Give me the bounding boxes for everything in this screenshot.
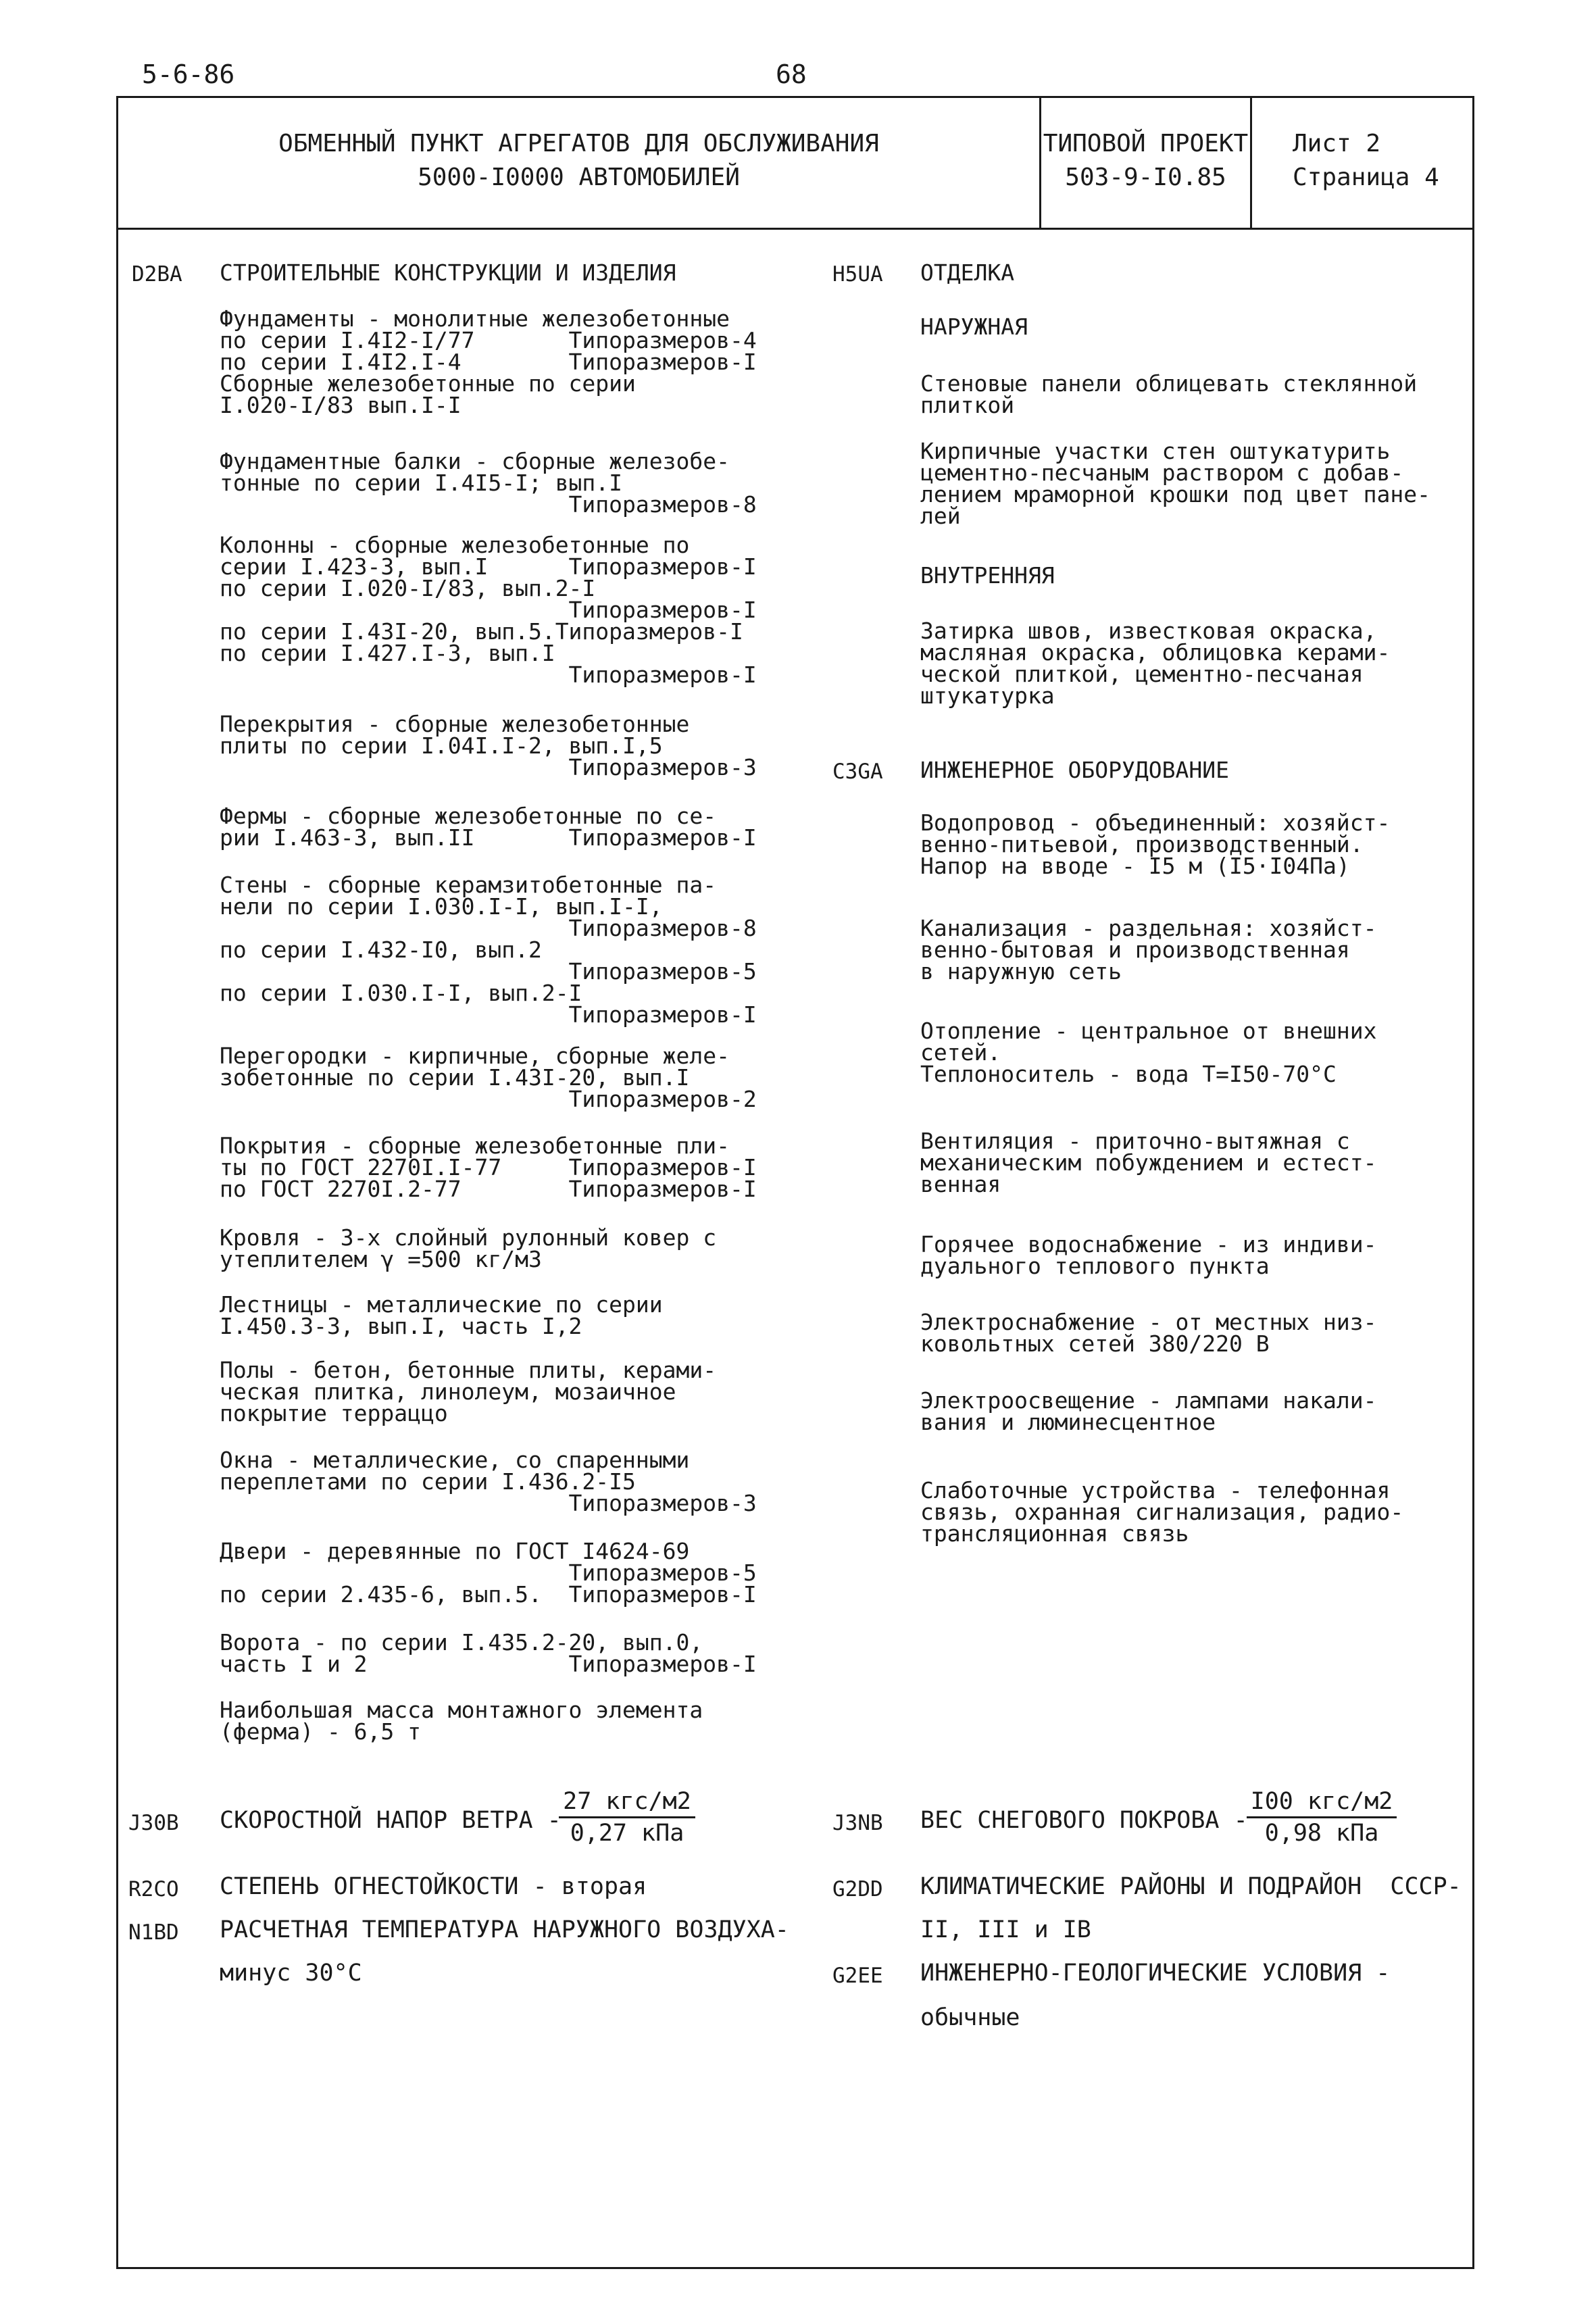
section-heading: ОТДЕЛКА — [920, 259, 1015, 286]
climate-regions: КЛИМАТИЧЕСКИЕ РАЙОНЫ И ПОДРАЙОН СССР- — [920, 1873, 1462, 1900]
section-code: H5UA — [832, 262, 883, 287]
fire-resistance: СТЕПЕНЬ ОГНЕСТОЙКОСТИ - вторая — [220, 1873, 647, 1900]
list-item: Перегородки - кирпичные, сборные желе- зобетонные по серии I.43I-20, вып.I Типоразмеров-2 — [220, 1043, 757, 1112]
subsection-heading: ВНУТРЕННЯЯ — [920, 562, 1055, 589]
title-line-1: ОБМЕННЫЙ ПУНКТ АГРЕГАТОВ ДЛЯ ОБСЛУЖИВАНИЯ — [278, 130, 879, 157]
section-code: C3GA — [832, 760, 883, 784]
sheet-cell — [1252, 127, 1472, 195]
list-item: Лестницы - металлические по серии I.450.3-3, вып.I, часть I,2 — [220, 1291, 663, 1339]
project-number: 503-9-I0.85 — [1065, 164, 1226, 191]
climate-regions-value: II, III и IВ — [920, 1916, 1091, 1943]
param-code: J3NB — [832, 1811, 883, 1835]
page-number: 68 — [776, 59, 807, 89]
document-code: 5-6-86 — [142, 59, 235, 89]
list-item: Слаботочные устройства - телефонная связь, охранная сигнализация, радио- трансляционная связь — [920, 1477, 1404, 1547]
list-item: Колонны - сборные железобетонные по серии I.423-3, вып.I Типоразмеров-I по серии I.020-I/83, вып.2-I Типоразмеров-I по серии I.43I-20, вып.5.Типоразмеров-I по серии I.427.I-3, вып.I Типоразмеров-I — [220, 532, 757, 688]
design-temperature: РАСЧЕТНАЯ ТЕМПЕРАТУРА НАРУЖНОГО ВОЗДУХА- — [220, 1916, 789, 1943]
list-item: Отопление - центральное от внешних сетей. Теплоноситель - вода Т=I50-70°С — [920, 1018, 1377, 1087]
list-item: Вентиляция - приточно-вытяжная с механическим побуждением и естест- венная — [920, 1128, 1377, 1197]
list-item: Наибольшая масса монтажного элемента (ферма) - 6,5 т — [220, 1697, 703, 1745]
list-item: Фундаментные балки - сборные железобе- тонные по серии I.4I5-I; вып.I Типоразмеров-8 — [220, 448, 757, 518]
wind-pressure-numerator: 27 кгс/м2 — [559, 1787, 695, 1818]
project-cell — [1041, 127, 1250, 195]
list-item: Электроосвещение - лампами накали- вания и люминесцентное — [920, 1387, 1377, 1435]
title-block-name — [118, 127, 1039, 195]
list-item: Затирка швов, известковая окраска, масляная окраска, облицовка керами- ческой плиткой, цементно-песчаная штукатурка — [920, 618, 1391, 709]
geological-conditions-value: обычные — [920, 2004, 1020, 2031]
list-item: Окна - металлические, со спаренными переплетами по серии I.436.2-I5 Типоразмеров-3 — [220, 1447, 757, 1516]
param-code: G2EE — [832, 1964, 883, 1988]
page-reference: Страница 4 — [1293, 164, 1439, 191]
design-temperature-value: минус 30°С — [220, 1960, 362, 1987]
list-item: Стеновые панели облицевать стеклянной плиткой — [920, 370, 1418, 418]
section-heading: ИНЖЕНЕРНОЕ ОБОРУДОВАНИЕ — [920, 757, 1229, 783]
section-code: D2BA — [132, 262, 182, 287]
snow-load-numerator: I00 кгс/м2 — [1247, 1787, 1397, 1818]
list-item: Фермы - сборные железобетонные по се- рии I.463-3, вып.II Типоразмеров-I — [220, 803, 757, 851]
wind-pressure-label: СКОРОСТНОЙ НАПОР ВЕТРА - — [220, 1807, 562, 1834]
geological-conditions: ИНЖЕНЕРНО-ГЕОЛОГИЧЕСКИЕ УСЛОВИЯ - — [920, 1960, 1391, 1987]
list-item: Покрытия - сборные железобетонные пли- ты по ГОСТ 2270I.I-77 Типоразмеров-I по ГОСТ 2270I.2-77 Типоразмеров-I — [220, 1132, 757, 1202]
sheet-number: Лист 2 — [1293, 130, 1381, 157]
wind-pressure-value — [553, 1787, 701, 1848]
param-code: R2CO — [128, 1877, 179, 1901]
wind-pressure-denominator: 0,27 кПа — [570, 1820, 684, 1847]
param-code: J30B — [128, 1811, 179, 1835]
subsection-heading: НАРУЖНАЯ — [920, 314, 1028, 340]
list-item: Водопровод - объединенный: хозяйст- венно-питьевой, производственный. Напор на вводе - I5 м (I5·I04Па) — [920, 810, 1391, 879]
list-item: Перекрытия - сборные железобетонные плиты по серии I.04I.I-2, вып.I,5 Типоразмеров-3 — [220, 711, 757, 780]
list-item: Двери - деревянные по ГОСТ I4624-69 Типоразмеров-5 по серии 2.435-6, вып.5. Типоразмеров-I — [220, 1538, 757, 1608]
section-heading: СТРОИТЕЛЬНЫЕ КОНСТРУКЦИИ И ИЗДЕЛИЯ — [220, 259, 676, 286]
list-item: Горячее водоснабжение - из индиви- дуального теплового пункта — [920, 1231, 1377, 1279]
list-item: Кровля - 3-х слойный рулонный ковер с утеплителем γ =500 кг/м3 — [220, 1224, 717, 1272]
param-code: N1BD — [128, 1920, 179, 1945]
list-item: Полы - бетон, бетонные плиты, керами- ческая плитка, линолеум, мозаичное покрытие терраццо — [220, 1357, 717, 1426]
list-item: Фундаменты - монолитные железобетонные по серии I.4I2-I/77 Типоразмеров-4 по серии I.4I2.I-4 Типоразмеров-I Сборные железобетонные по серии I.020-I/83 вып.I-I — [220, 305, 757, 418]
snow-load-value — [1241, 1787, 1403, 1848]
list-item: Электроснабжение - от местных низ- ковольтных сетей 380/220 В — [920, 1309, 1377, 1357]
project-label: ТИПОВОЙ ПРОЕКТ — [1043, 130, 1249, 157]
list-item: Стены - сборные керамзитобетонные па- нели по серии I.030.I-I, вып.I-I, Типоразмеров-8 по серии I.432-I0, вып.2 Типоразмеров-5 по серии I.030.I-I, вып.2-I Типоразмеров-I — [220, 872, 757, 1028]
title-line-2: 5000-I0000 АВТОМОБИЛЕЙ — [418, 164, 740, 191]
list-item: Ворота - по серии I.435.2-20, вып.0, часть I и 2 Типоразмеров-I — [220, 1629, 757, 1677]
snow-load-label: ВЕС СНЕГОВОГО ПОКРОВА - — [920, 1807, 1248, 1834]
param-code: G2DD — [832, 1877, 883, 1901]
snow-load-denominator: 0,98 кПа — [1264, 1820, 1379, 1847]
list-item: Кирпичные участки стен оштукатурить цементно-песчаным раствором с добав- лением мраморной крошки под цвет пане- лей — [920, 438, 1430, 529]
list-item: Канализация - раздельная: хозяйст- венно-бытовая и производственная в наружную сеть — [920, 915, 1377, 985]
